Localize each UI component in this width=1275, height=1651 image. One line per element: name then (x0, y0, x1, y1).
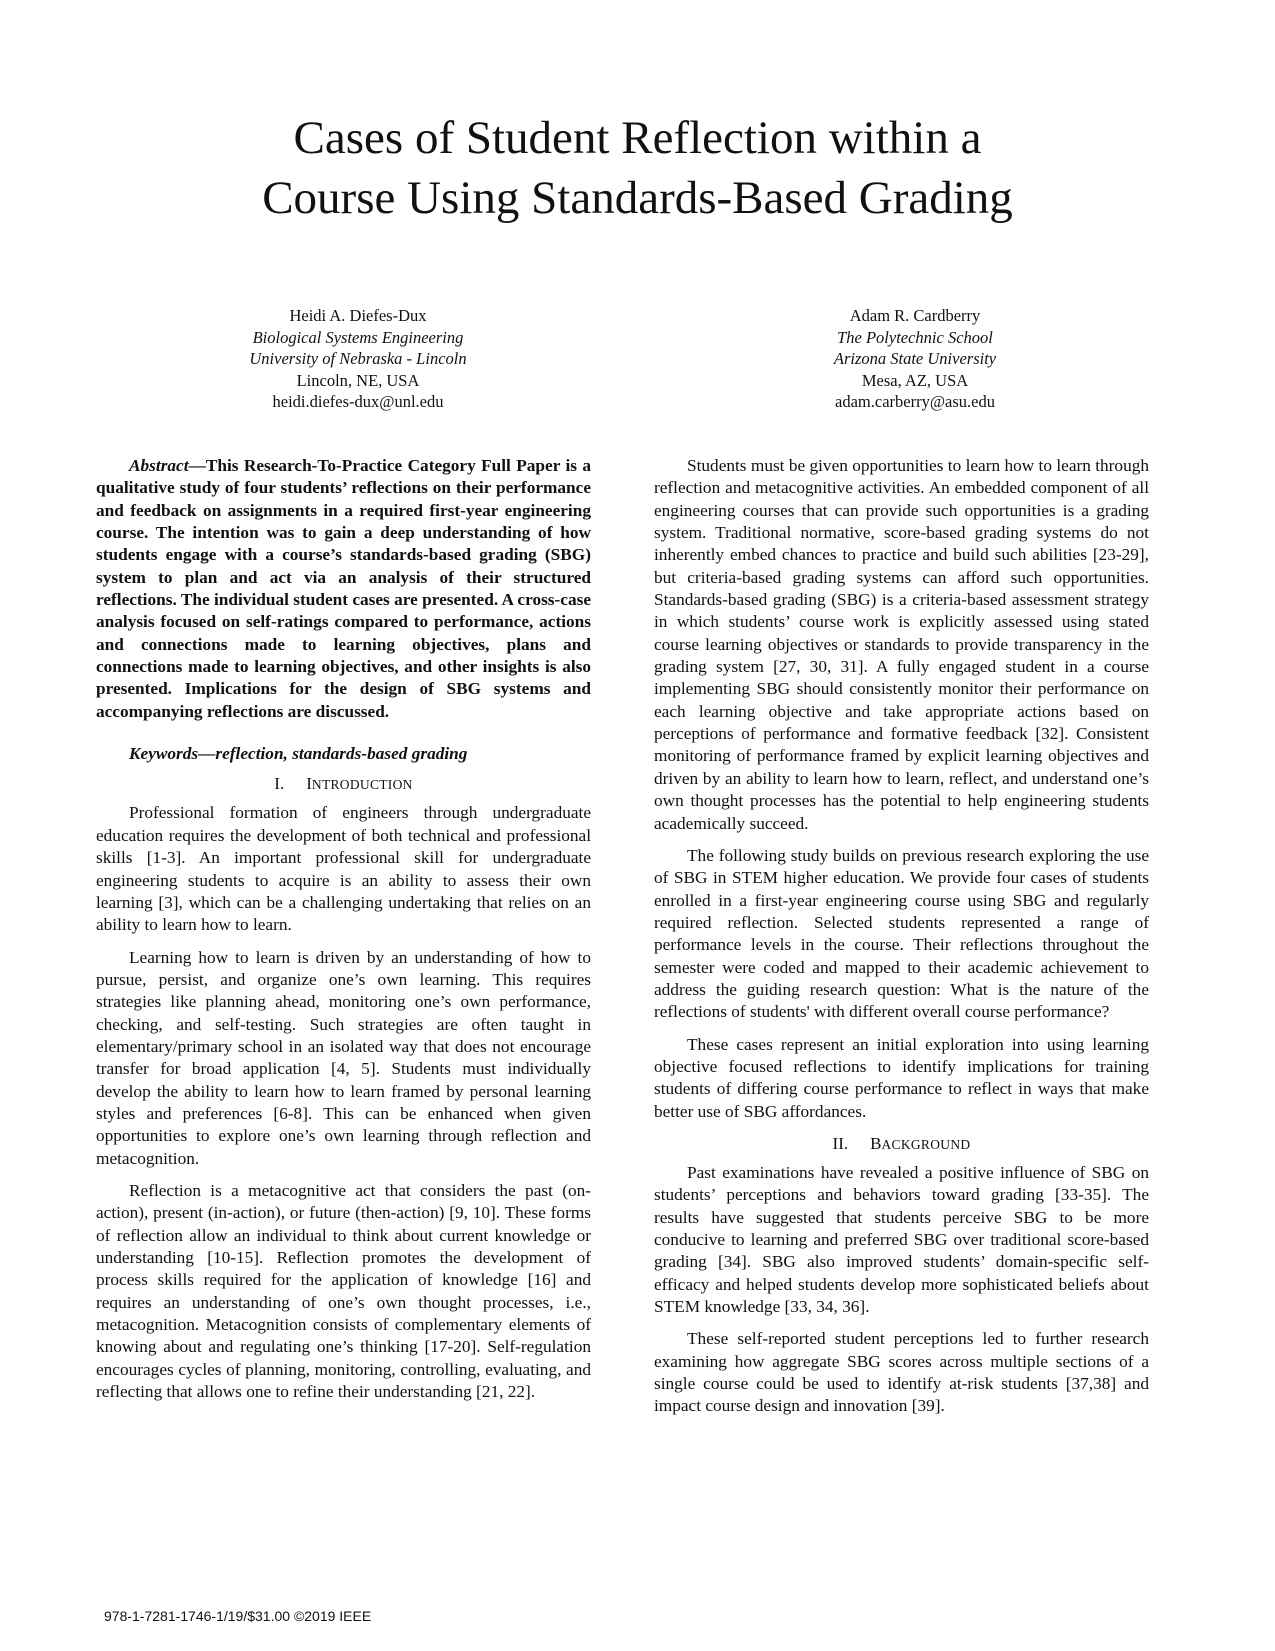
keywords-label: Keywords (129, 744, 199, 764)
background-paragraph-2: These self-reported student perceptions led to further research examining how aggregate SBG scores across multiple sections of a single course could be used to identify at-risk students [37,38] and impact course design and innovation [39]. (654, 1329, 1149, 1416)
copyright-footer: 978-1-7281-1746-1/19/$31.00 ©2019 IEEE (104, 1608, 372, 1624)
author-block-2 (755, 305, 1075, 413)
section-heading-introduction (96, 773, 591, 796)
section-number: II. (832, 1133, 849, 1153)
intro-paragraph-4: Students must be given opportunities to learn how to learn through reflection and metacognitive activities. An embedded component of all engineering courses that can provide such opportunities is a grading system. Traditional normative, score-based grading systems do not inherently embed chances to practice and build such abilities [23-29], but criteria-based grading systems can afford such opportunities. Standards-based grading (SBG) is a criteria-based assessment strategy in which students’ course work is explicitly assessed using stated course learning objectives or standards to provide transparency in the grading system [27, 30, 31]. A fully engaged student in a course implementing SBG should consistently monitor their performance on each learning objective and take appropriate actions based on perceptions of performance and formative feedback [32]. Consistent monitoring of performance framed by explicit learning objectives and driven by an ability to learn how to learn, reflect, and understand one’s own thought processes has the potential to help engineering students academically succeed. (654, 456, 1149, 833)
abstract-text: This Research-To-Practice Category Full Paper is a qualitative study of four students’ reflections on their performance and feedback on assignments in a required first-year engineering course. The intention was to gain a deep understanding of how students engage with a course’s standards-based grading (SBG) system to plan and act via an analysis of their structured reflections. The individual student cases are presented. A cross-case analysis focused on self-ratings compared to performance, actions and connections made to learning objectives, plans and connections made to learning objectives, and other insights is also presented. Implications for the design of SBG systems and accompanying reflections are discussed. (96, 456, 591, 721)
section-initial: B (870, 1133, 882, 1153)
author-email[interactable]: heidi.diefes-dux@unl.edu (272, 392, 444, 411)
intro-paragraph-2: Learning how to learn is driven by an understanding of how to pursue, persist, and organize one’s own learning. This requires strategies like planning ahead, monitoring one’s own performance, checking, and self-testing. Such strategies are often taught in elementary/primary school in an isolated way that does not encourage transfer for broad application [4, 5]. Students must individually develop the ability to learn how to learn framed by personal learning styles and preferences [6-8]. This can be enhanced when given opportunities to explore one’s own learning through reflection and metacognition. (96, 947, 591, 1168)
intro-paragraph-6: These cases represent an initial exploration into using learning objective focused reflections to identify implications for training students of differing course performance to reflect in ways that make better use of SBG affordances. (654, 1034, 1149, 1121)
paper-title (0, 108, 1275, 228)
keywords: Keywords—reflection, standards-based grading (129, 744, 468, 764)
right-column (654, 455, 1149, 1428)
author-department: Biological Systems Engineering (252, 327, 464, 347)
left-column (96, 455, 591, 1413)
intro-paragraph-5: The following study builds on previous research exploring the use of SBG in STEM higher education. We provide four cases of students enrolled in a first-year engineering course using SBG and regularly required reflection. Selected students represented a range of performance levels in the course. Their reflections throughout the semester were coded and mapped to their academic achievement to address the guiding research question: What is the nature of the reflections of students' with different overall course performance? (654, 845, 1149, 1022)
author-department: The Polytechnic School (837, 327, 993, 347)
author-location: Lincoln, NE, USA (296, 370, 420, 390)
section-title-rest: NTRODUCTION (311, 777, 413, 793)
author-location: Mesa, AZ, USA (861, 370, 969, 390)
author-name: Adam R. Cardberry (849, 306, 981, 325)
intro-paragraph-1: Professional formation of engineers through undergraduate education requires the development of both technical and professional skills [1-3]. An important professional skill for undergraduate engineering students to acquire is an ability to assess their own learning [3], which can be a challenging undertaking that relies on an ability to learn how to learn. (96, 803, 591, 935)
title-line-1: Cases of Student Reflection within a (293, 112, 982, 164)
author-name: Heidi A. Diefes-Dux (289, 306, 427, 325)
author-block-1 (198, 305, 518, 413)
abstract: Abstract—This Research-To-Practice Category Full Paper is a qualitative study of four students’ reflections on their performance and feedback on assignments in a required first-year engineering course. The intention was to gain a deep understanding of how students engage with a course’s standards-based grading (SBG) system to plan and act via an analysis of their structured reflections. The individual student cases are presented. A cross-case analysis focused on self-ratings compared to performance, actions and connections made to learning objectives, plans and connections made to learning objectives, and other insights is also presented. Implications for the design of SBG systems and accompanying reflections are discussed. (96, 456, 591, 721)
section-initial: I (306, 774, 312, 794)
title-line-2: Course Using Standards-Based Grading (262, 172, 1013, 224)
section-number: I. (274, 774, 285, 794)
background-paragraph-1: Past examinations have revealed a positive influence of SBG on students’ perceptions and behaviors toward grading [33-35]. The results have suggested that students perceive SBG to be more conducive to learning and preferred SBG over traditional score-based grading [34]. SBG also improved students’ domain-specific self-efficacy and helped students develop more sophisticated beliefs about STEM knowledge [33, 34, 36]. (654, 1162, 1149, 1317)
keywords-text: reflection, standards-based grading (215, 744, 468, 764)
author-institution: Arizona State University (833, 349, 997, 368)
section-title-rest: ACKGROUND (881, 1136, 971, 1152)
section-heading-background (654, 1133, 1149, 1156)
author-institution: University of Nebraska - Lincoln (249, 349, 467, 368)
intro-paragraph-3: Reflection is a metacognitive act that considers the past (on-action), present (in-action), or future (then-action) [9, 10]. These forms of reflection allow an individual to think about current knowledge or understanding [10-15]. Reflection promotes the development of process skills required for the application of knowledge [16] and requires an understanding of one’s own thought processes, i.e., metacognition. Metacognition consists of complementary elements of knowing about and regulating one’s thinking [17-20]. Self-regulation encourages cycles of planning, monitoring, controlling, evaluating, and reflecting that allows one to refine their understanding [21, 22]. (96, 1180, 591, 1402)
abstract-label: Abstract (129, 456, 189, 475)
author-email[interactable]: adam.carberry@asu.edu (835, 392, 995, 411)
